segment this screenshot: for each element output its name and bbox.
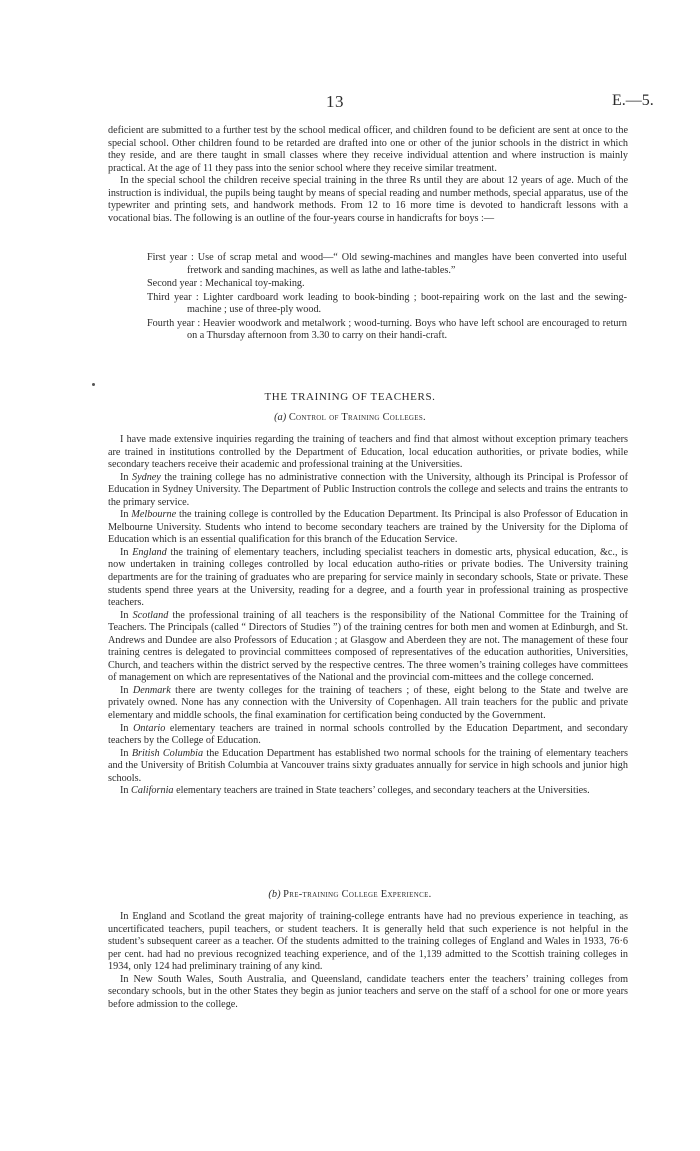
section-a-body: [108, 434, 628, 798]
paragraph-ontario: In Ontario elementary teachers are trained in normal schools controlled by the Education Department, and secondary teachers by the College of Education.: [108, 722, 628, 747]
paragraph-scotland: In Scotland the professional training of all teachers is the responsibility of the National Committee for the Training of Teachers. The Principals (called “ Directors of Studies ”) of the training centres for both men and women at Edinburgh, and St. Andrews and Dundee are also Professors of Education ; at Glasgow and Aberdeen they are not. The management of these four training centres is delegated to provincial committees composed of representatives of the education authorities, Universities, Church, and teachers within the district served by the respective centres. The three women’s training colleges have committees of management on which are representatives of the National and the provincial com-mittees and the college concerned.: [108, 609, 628, 684]
subsection-b-letter: (b): [268, 889, 281, 900]
place-california: California: [131, 785, 174, 797]
page-number: 13: [326, 92, 344, 111]
place-denmark: Denmark: [132, 684, 171, 696]
course-year-text: Heavier woodwork and metalwork ; wood-turning. Boys who have left school are encouraged to return on a Thursday afternoon from 3.30 to carry on their handi-craft.: [187, 317, 627, 342]
course-year-label: Third year :: [147, 291, 199, 303]
place-ontario: Ontario: [133, 722, 166, 734]
place-melbourne: Melbourne: [131, 509, 177, 521]
paragraph-england: In England the training of elementary teachers, including specialist teachers in domestic arts, physical education, &c., is now undertaken in training colleges controlled by local education autho-rities or private bodies. The University training departments are for the training of graduates who are preparing for service mainly in secondary schools, State or private. These students spend three years at the University, reading for a degree, and a fourth year in professional training as prospective teachers.: [108, 546, 629, 609]
paragraph-melbourne: In Melbourne the training college is controlled by the Education Department. Its Principal is also Professor of Education in Melbourne University. Students who intend to become secondary teachers are trained by the University for the Diploma of Education which is an essential qualification for this branch of the Education Service.: [108, 509, 628, 546]
section-b-body: [108, 911, 628, 1011]
stray-ink-mark: [92, 383, 95, 386]
intro-block: [108, 125, 628, 225]
course-year-label: Fourth year :: [147, 317, 201, 329]
paragraph-british-columbia: In British Columbia the Education Department has established two normal schools for the training of elementary teachers and the University of British Columbia at Vancouver trains sixty graduates annually for service in high schools and junior high schools.: [108, 747, 629, 784]
intro-paragraph-2: In the special school the children receive special training in the three Rs until they are about 12 years of age. Much of the instruction is individual, the pupils being taught by means of special reading and number methods, special apparatus, use of the typewriter and printing sets, and handwork methods. From 12 to 16 more time is devoted to handicraft lessons with a vocational bias. The following is an outline of the four-years course in handicrafts for boys :—: [108, 175, 628, 224]
subsection-a-title: Control of Training Colleges.: [288, 412, 426, 423]
section-a-paragraph-intro: I have made extensive inquiries regarding the training of teachers and find that almost without exception primary teachers are trained in institutions controlled by the Department of Education, local education authorities, or private bodies, while secondary teachers receive their academic and professional training at the Universities.: [108, 434, 628, 471]
subsection-a-heading: [0, 412, 700, 423]
document-reference: E.—5.: [612, 92, 654, 109]
paragraph-denmark: In Denmark there are twenty colleges for the training of teachers ; of these, eight belong to the State and twelve are privately owned. None has any connection with the University of Copenhagen. All train teachers for the public and private elementary and middle schools, the final examination for certification being conducted by the Government.: [108, 684, 628, 722]
course-year-label: Second year :: [147, 278, 203, 290]
section-title: THE TRAINING OF TEACHERS.: [264, 391, 436, 403]
place-scotland: Scotland: [132, 609, 169, 621]
handicraft-course-list: [147, 252, 627, 344]
course-item: [147, 278, 627, 291]
subsection-b-heading: [0, 889, 700, 900]
place-england: England: [132, 546, 167, 558]
course-year-text: Use of scrap metal and wood—“ Old sewing-machines and mangles have been converted into useful fretwork and sanding machines, as well as lathe and lathe-tables.”: [187, 252, 627, 276]
paragraph-california: In California elementary teachers are trained in State teachers’ colleges, and secondary teachers at the Universities.: [120, 785, 590, 797]
course-item: [147, 318, 627, 343]
course-item: [147, 252, 627, 277]
course-item: [147, 292, 627, 317]
course-year-label: First year :: [147, 252, 194, 263]
place-british-columbia: British Columbia: [131, 747, 204, 759]
subsection-a-letter: (a): [274, 412, 287, 423]
intro-paragraph-1: deficient are submitted to a further test by the school medical officer, and children found to be deficient are sent at once to the special school. Other children found to be retarded are drafted into one or other of the junior schools in the district in which they reside, and are there taught in small classes where they receive individual attention and where instruction is mainly practical. At the age of 11 they pass into the senior school where they receive similar treatment.: [108, 125, 628, 174]
place-sydney: Sydney: [131, 471, 161, 483]
section-b-paragraph-1: In England and Scotland the great majority of training-college entrants have had no previous experience in teaching, as uncertificated teachers, pupil teachers, or student teachers. It is generally held that such experience is not helpful in the student’s subsequent career as a teacher. Of the students admitted to the training colleges of England and Wales in 1933, 76·6 per cent. had had no previous recognized teaching experience, and of the 1,139 admitted to the Scottish training colleges in 1934, only 124 had preliminary training of any kind.: [108, 911, 628, 973]
course-year-text: Mechanical toy-making.: [205, 278, 305, 290]
subsection-b-title: Pre-training College Experience.: [283, 889, 432, 900]
paragraph-sydney: In Sydney the training college has no administrative connection with the University, although its Principal is Professor of Education in Sydney University. The Department of Public Instruction controls the college and selects and trains the entrants to the primary service.: [108, 471, 629, 508]
course-year-text: Lighter cardboard work leading to book-binding ; boot-repairing work on the last and the sewing-machine ; use of three-ply wood.: [187, 291, 628, 316]
section-b-paragraph-2: In New South Wales, South Australia, and Queensland, candidate teachers enter the teachers’ training colleges from secondary schools, but in the other States they begin as junior teachers and serve on the staff of a school for one or more years before admission to the college.: [108, 973, 628, 1010]
